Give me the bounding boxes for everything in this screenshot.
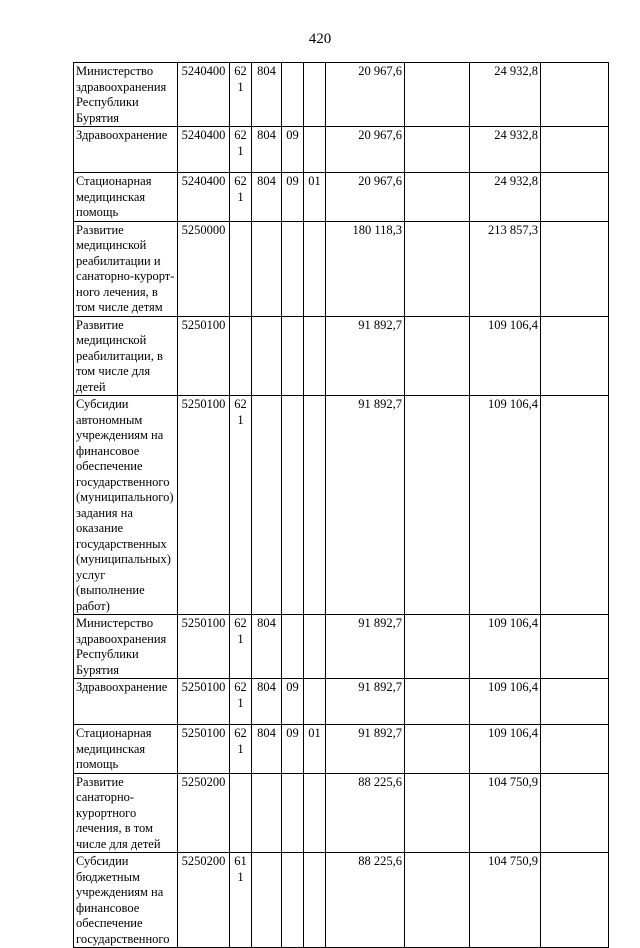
amount-year2-cell: 24 932,8: [470, 173, 541, 222]
section-code-cell: [282, 316, 304, 396]
blank-cell-2: [541, 725, 609, 774]
amount-year2-cell: 104 750,9: [470, 853, 541, 948]
blank-cell-2: [541, 316, 609, 396]
amount-year1-cell: 88 225,6: [326, 773, 405, 853]
amount-year1-cell: 88 225,6: [326, 853, 405, 948]
blank-cell-2: [541, 396, 609, 615]
amount-year2-cell: 109 106,4: [470, 396, 541, 615]
blank-cell-2: [541, 679, 609, 725]
amount-year2-cell: 213 857,3: [470, 221, 541, 316]
section-code-cell: [282, 63, 304, 127]
page-number: 420: [308, 31, 332, 47]
ministry-code-cell: [252, 396, 282, 615]
ministry-code-cell: [252, 853, 282, 948]
table-row: [74, 679, 609, 725]
amount-year1-cell: 91 892,7: [326, 679, 405, 725]
table-row: [74, 773, 609, 853]
target-code-cell: 5250100: [178, 725, 230, 774]
amount-year2-cell: 109 106,4: [470, 679, 541, 725]
blank-cell-1: [405, 725, 470, 774]
ministry-code-cell: 804: [252, 127, 282, 173]
expense-type-cell: 621: [230, 63, 252, 127]
expense-type-cell: 621: [230, 396, 252, 615]
blank-cell-1: [405, 853, 470, 948]
blank-cell-1: [405, 773, 470, 853]
subsection-code-cell: [304, 615, 326, 679]
row-name-cell: Субсидии автономным учреждениям на финансовое обеспечение государственного (муниципального) задания на оказание государственных (муниципальных) услуг (выполнение работ): [74, 396, 178, 615]
ministry-code-cell: 804: [252, 615, 282, 679]
target-code-cell: 5250100: [178, 615, 230, 679]
subsection-code-cell: [304, 316, 326, 396]
blank-cell-1: [405, 679, 470, 725]
section-code-cell: 09: [282, 127, 304, 173]
table-row: [74, 127, 609, 173]
subsection-code-cell: 01: [304, 725, 326, 774]
amount-year1-cell: 91 892,7: [326, 725, 405, 774]
blank-cell-2: [541, 773, 609, 853]
table-row: [74, 396, 609, 615]
table-row: [74, 173, 609, 222]
target-code-cell: 5250000: [178, 221, 230, 316]
row-name-cell: Развитие медицинской реабилитации и санаторно-курорт-ного лечения, в том числе детям: [74, 221, 178, 316]
amount-year1-cell: 91 892,7: [326, 316, 405, 396]
ministry-code-cell: 804: [252, 725, 282, 774]
table-row: [74, 63, 609, 127]
blank-cell-1: [405, 615, 470, 679]
target-code-cell: 5250100: [178, 316, 230, 396]
blank-cell-1: [405, 396, 470, 615]
section-code-cell: [282, 221, 304, 316]
row-name-cell: Субсидии бюджетным учреждениям на финансовое обеспечение государственного: [74, 853, 178, 948]
amount-year2-cell: 104 750,9: [470, 773, 541, 853]
target-code-cell: 5240400: [178, 127, 230, 173]
target-code-cell: 5240400: [178, 63, 230, 127]
row-name-cell: Министерство здравоохранения Республики Бурятия: [74, 615, 178, 679]
target-code-cell: 5250100: [178, 396, 230, 615]
section-code-cell: 09: [282, 679, 304, 725]
section-code-cell: [282, 615, 304, 679]
amount-year1-cell: 20 967,6: [326, 173, 405, 222]
blank-cell-1: [405, 127, 470, 173]
budget-table: [73, 62, 609, 948]
blank-cell-2: [541, 63, 609, 127]
target-code-cell: 5250200: [178, 853, 230, 948]
table-row: [74, 221, 609, 316]
expense-type-cell: 611: [230, 853, 252, 948]
ministry-code-cell: 804: [252, 63, 282, 127]
blank-cell-2: [541, 221, 609, 316]
subsection-code-cell: [304, 396, 326, 615]
expense-type-cell: 621: [230, 679, 252, 725]
amount-year1-cell: 91 892,7: [326, 615, 405, 679]
row-name-cell: Развитие санаторно-курортного лечения, в том числе для детей: [74, 773, 178, 853]
section-code-cell: 09: [282, 725, 304, 774]
expense-type-cell: [230, 221, 252, 316]
table-body: [74, 63, 609, 948]
ministry-code-cell: [252, 221, 282, 316]
target-code-cell: 5240400: [178, 173, 230, 222]
blank-cell-1: [405, 316, 470, 396]
blank-cell-2: [541, 127, 609, 173]
subsection-code-cell: [304, 853, 326, 948]
row-name-cell: Развитие медицинской реабилитации, в том числе для детей: [74, 316, 178, 396]
table-row: [74, 316, 609, 396]
ministry-code-cell: 804: [252, 173, 282, 222]
amount-year1-cell: 91 892,7: [326, 396, 405, 615]
expense-type-cell: 621: [230, 615, 252, 679]
subsection-code-cell: [304, 221, 326, 316]
amount-year2-cell: 109 106,4: [470, 725, 541, 774]
ministry-code-cell: 804: [252, 679, 282, 725]
subsection-code-cell: 01: [304, 173, 326, 222]
ministry-code-cell: [252, 773, 282, 853]
amount-year2-cell: 109 106,4: [470, 615, 541, 679]
subsection-code-cell: [304, 773, 326, 853]
subsection-code-cell: [304, 679, 326, 725]
blank-cell-1: [405, 173, 470, 222]
expense-type-cell: 621: [230, 725, 252, 774]
subsection-code-cell: [304, 63, 326, 127]
expense-type-cell: [230, 316, 252, 396]
target-code-cell: 5250100: [178, 679, 230, 725]
amount-year2-cell: 24 932,8: [470, 63, 541, 127]
row-name-cell: Министерство здравоохранения Республики Бурятия: [74, 63, 178, 127]
row-name-cell: Здравоохранение: [74, 679, 178, 725]
blank-cell-1: [405, 63, 470, 127]
amount-year1-cell: 180 118,3: [326, 221, 405, 316]
amount-year1-cell: 20 967,6: [326, 127, 405, 173]
blank-cell-2: [541, 853, 609, 948]
expense-type-cell: 621: [230, 173, 252, 222]
subsection-code-cell: [304, 127, 326, 173]
expense-type-cell: [230, 773, 252, 853]
table-row: [74, 615, 609, 679]
section-code-cell: [282, 773, 304, 853]
section-code-cell: [282, 853, 304, 948]
ministry-code-cell: [252, 316, 282, 396]
section-code-cell: [282, 396, 304, 615]
section-code-cell: 09: [282, 173, 304, 222]
row-name-cell: Здравоохранение: [74, 127, 178, 173]
amount-year1-cell: 20 967,6: [326, 63, 405, 127]
amount-year2-cell: 24 932,8: [470, 127, 541, 173]
table-row: [74, 853, 609, 948]
row-name-cell: Стационарная медицинская помощь: [74, 725, 178, 774]
blank-cell-2: [541, 615, 609, 679]
blank-cell-2: [541, 173, 609, 222]
expense-type-cell: 621: [230, 127, 252, 173]
blank-cell-1: [405, 221, 470, 316]
target-code-cell: 5250200: [178, 773, 230, 853]
row-name-cell: Стационарная медицинская помощь: [74, 173, 178, 222]
amount-year2-cell: 109 106,4: [470, 316, 541, 396]
table-row: [74, 725, 609, 774]
